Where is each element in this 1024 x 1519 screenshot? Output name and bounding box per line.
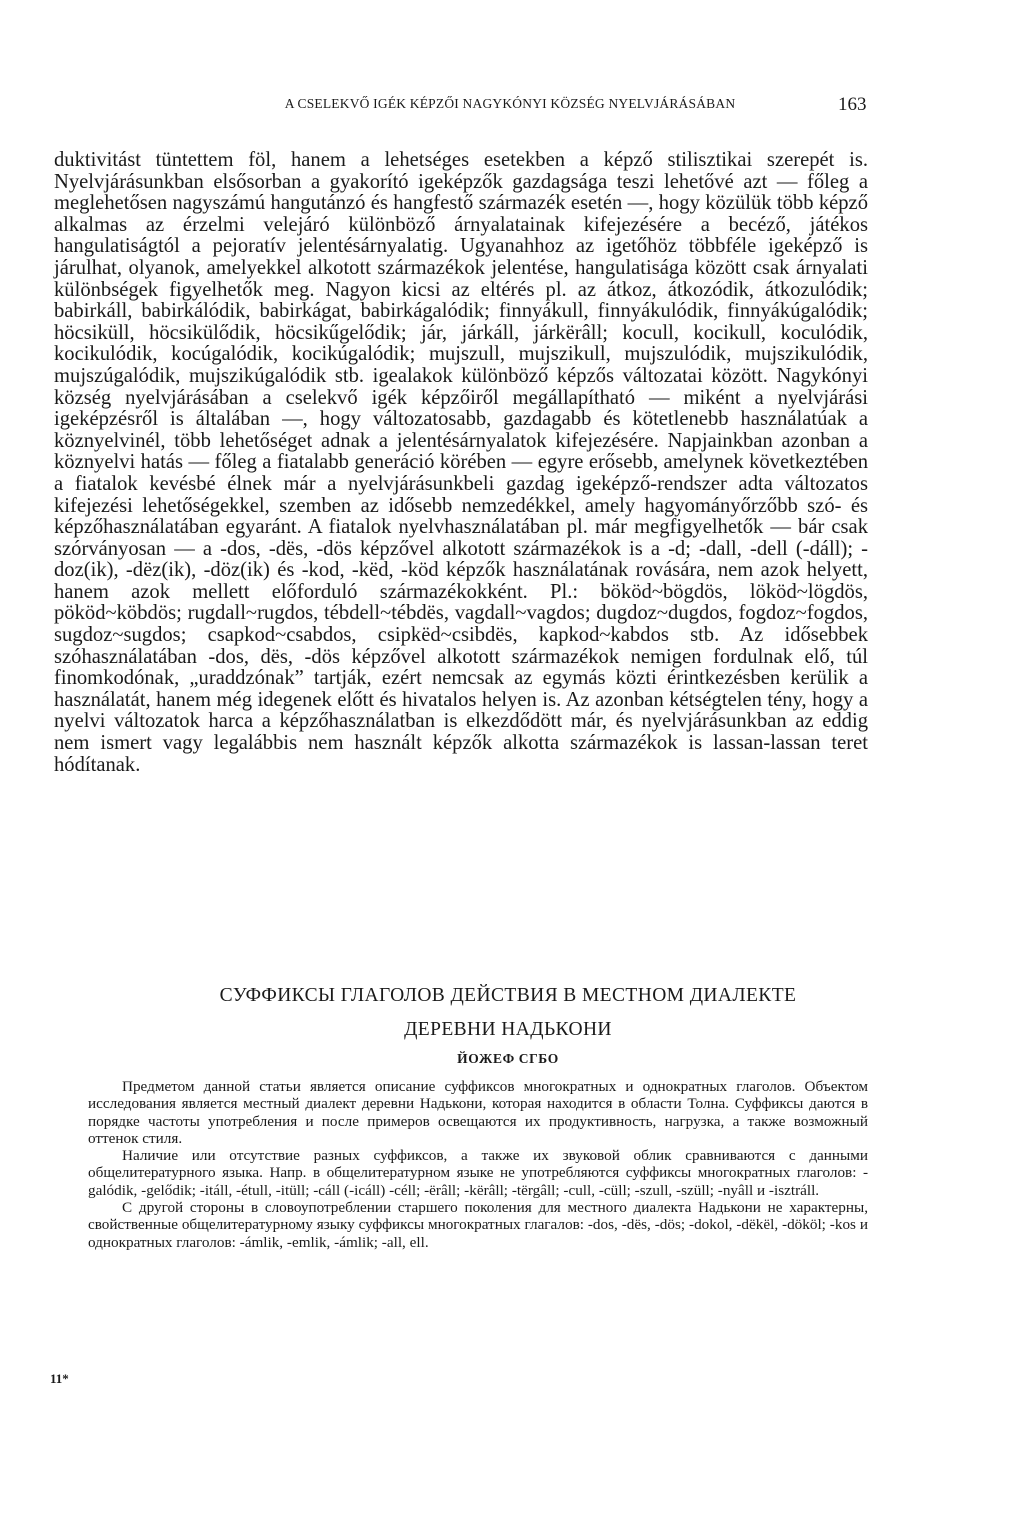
summary-author: ЙОЖЕФ СГБО [457,1051,559,1066]
summary-paragraph: Предметом данной статьи является описание суффиксов многократных и однократных глаголов. Объектом исследования является местный диалект деревни Надькони, которая находится в области Толна. Суффиксы даются в порядке частоты употребления и после примеров освещаются их продуктивность, нагрузка, а также возможный оттенок стиля. [88,1078,868,1147]
signature-mark: 11* [50,1371,69,1386]
summary-title-line-1: СУФФИКСЫ ГЛАГОЛОВ ДЕЙСТВИЯ В МЕСТНОМ ДИАЛЕКТЕ [219,985,797,1006]
page-number: 163 [838,94,867,115]
running-head: A CSELEKVŐ IGÉK KÉPZŐI NAGYKÓNYI KÖZSÉG NYELVJÁRÁSÁBAN [284,96,736,111]
main-text [54,150,868,776]
summary-title-line-2: ДЕРЕВНИ НАДЬКОНИ [404,1019,612,1040]
summary-paragraph: Наличие или отсутствие разных суффиксов, а также их звуковой облик сравниваются с данными общелитературного языка. Напр. в общелитературном языке не употребляются суффиксы многократных глаголов: -galódik, -gelődik; -itáll, -étull, -itüll; -cáll (-icáll) -céll; -ërâll; -kërâll; -tërgâll; -cull, -cüll; -szull, -szüll; -nyâll и -isztráll. [88,1147,868,1199]
body-paragraph: duktivitást tüntettem föl, hanem a lehetséges esetekben a képző stilisztikai szerepét is. Nyelvjárásunkban elsősorban a gyakorító igeképzők gazdagsága teszi lehetővé azt — főleg a meglehetősen nagyszámú hangutánzó és hangfestő származék esetén —, hogy közülük több képző alkalmas az érzelmi velejáró különböző árnyalatainak kifejezésére a becéző, játékos hangulatiságtól a pejoratív jelentésárnyalatig. Ugyanahhoz az igetőhöz többféle igeképző is járulhat, olyanok, amelyekkel alkotott származékok jelentése, hangulatisága között csak árnyalati különbségek figyelhetők meg. Nagyon kicsi az eltérés pl. az átkoz, átkozódik, átkozulódik; babirkáll, babirkálódik, babirkágat, babirkágalódik; finnyákull, finnyákulódik, finnyákúgalódik; höcsiküll, höcsikülődik, höcsikűgelődik; jár, járkáll, járkërâll; kocull, kocikull, koculódik, kocikulódik, kocúgalódik, kocikúgalódik; mujszull, mujszikull, mujszulódik, mujszikulódik, mujszúgalódik, mujszikúgalódik stb. igealakok különböző képzős változatai között. Nagykónyi község nyelvjárásában a cselekvő igék képzőiről megállapítható — miként a nyelvjárási igeképzésről is általában —, hogy változatosabb, gazdagabb és kötetlenebb használatúak a köznyelvinél, több lehetőséget adnak a jelentésárnyalatok kifejezésére. Napjainkban azonban a köznyelvi hatás — főleg a fiatalabb generáció körében — egyre erősebb, amelynek következtében a fiatalok kevésbé élnek már a nyelvjárásunkbeli gazdag igeképző-rendszer adta változatos kifejezési lehetőségekkel, szemben az idősebb nemzedékkel, amely hagyományőrzőbb szó- és képzőhasználatában egyaránt. A fiatalok nyelvhasználatában pl. már megfigyelhetők — bár csak szórványosan — a -dos, -dës, -dös képzővel alkotott származékok is a -d; -dall, -dell (-dáll); -doz(ik), -dëz(ik), -döz(ik) és -kod, -këd, -köd képzők használatának rovására, nem azok helyett, hanem azok mellett előforduló származékokként. Pl.: bököd~bögdös, lököd~lögdös, pököd~köbdös; rugdall~rugdos, tébdell~tébdës, vagdall~vagdos; dugdoz~dugdos, fogdoz~fogdos, sugdoz~sugdos; csapkod~csabdos, csipkëd~csibdës, kapkod~kabdos stb. Az idősebbek szóhasználatában -dos, dës, -dös képzővel alkotott származékok nemigen fordulnak elő, túl finomkodónak, „uraddzónak” tartják, ezért nemcsak az egymás közti érintkezésben kerülik a használatát, hanem még idegenek előtt és hivatalos helyen is. Az azonban kétségtelen tény, hogy a nyelvi változatok harca a képzőhasználatban is elkezdődött már, és nyelvjárásunkban az eddig nem ismert vagy legalábbis nem használt képzők alkotta származékok is lassan-lassan teret hódítanak. [54,149,868,776]
summary-paragraph: С другой стороны в словоупотреблении старшего поколения для местного диалекта Надькони не характерны, свойственные общелитературному языку суффиксы многократных глагалов: -dos, -dës, -dös; -dokol, -dëkël, -dököl; -kos и однократных глаголов: -ámlik, -emlik, -ámlik; -all, ell. [88,1199,868,1251]
summary-abstract [88,1078,868,1251]
